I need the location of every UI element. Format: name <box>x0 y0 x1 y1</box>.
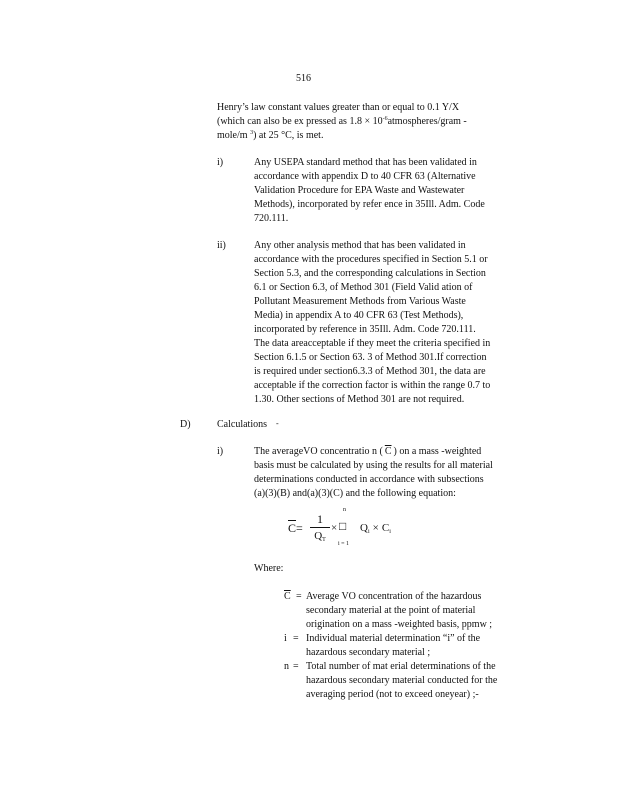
item-ii-marker: ii) <box>217 240 226 251</box>
item-ii-line-9: Section 6.1.5 or Section 63. 3 of Method 301.If correction <box>254 352 487 363</box>
section-d-marker: D) <box>180 419 191 430</box>
c-bar-symbol: $\overline{C}$ <box>384 446 392 457</box>
item-i-line-2: accordance with appendix D to 40 CFR 63 (Alternative <box>254 171 476 182</box>
intro-cube-exponent: 3 <box>250 130 254 136</box>
definition-i-term: i <box>284 633 287 644</box>
item-i-marker: i) <box>217 157 224 168</box>
section-d-mark: - <box>276 419 279 428</box>
item-ii-line-11: acceptable if the correction factor is within the range 0.7 to <box>254 380 491 391</box>
intro-line-3-end: ) at 25 °C, is met. <box>253 130 324 141</box>
definition-n-line-3: averaging period (not to exceed oneyear) ;- <box>306 689 479 700</box>
equation-fraction <box>310 512 330 543</box>
definition-c-line-2: secondary material at the point of material <box>306 605 476 616</box>
sum-lower-limit: i = 1 <box>338 541 350 547</box>
q-subscript: i <box>367 529 370 535</box>
item-ii-line-3: Section 5.3, and the corresponding calculations in Section <box>254 268 486 279</box>
item-i-line-3: Validation Procedure for EPA Waste and Wastewater <box>254 185 465 196</box>
definition-n-line-1: Total number of mat erial determinations of the <box>306 661 496 672</box>
equation-c-bar: $\overline{C}$ <box>288 521 297 535</box>
calc-item-i-line-4: (a)(3)(B) and(a)(3)(C) and the following equation: <box>254 488 456 499</box>
equation-rhs <box>360 521 391 535</box>
calc-item-i-marker: i) <box>217 446 224 457</box>
where-label: Where: <box>254 563 284 574</box>
intro-line-3 <box>217 129 323 143</box>
item-ii-line-10: is required under section6.3.3 of Method 301, the data are <box>254 366 486 377</box>
definition-c-equals: = <box>296 591 302 602</box>
definition-i-line-1: Individual material determination “i” of the <box>306 633 481 644</box>
definition-c-term <box>284 590 291 604</box>
calc-line-1-text: The averageVO concentratio n ( <box>254 446 383 457</box>
q-term: Q <box>360 522 368 534</box>
intro-line-3-text: mole/m <box>217 130 251 141</box>
equation-lhs <box>288 521 303 535</box>
fraction-bar <box>310 527 330 528</box>
sum-upper-limit: n <box>343 507 346 513</box>
page-number: 516 <box>296 73 311 84</box>
intro-line-2-unit: atmospheres/gram - <box>387 116 467 127</box>
fraction-denominator <box>310 529 330 543</box>
definition-n-line-2: hazardous secondary material conducted for the <box>306 675 498 686</box>
intro-line-2-text: (which can also be ex pressed as 1.8 × 10 <box>217 116 383 127</box>
item-i-line-4: Methods), incorporated by refer ence in 35Ill. Adm. Code <box>254 199 485 210</box>
calc-item-i-line-3: determinations conducted in accordance with subsections <box>254 474 484 485</box>
equation-times-1: × <box>331 522 338 534</box>
definition-c-line-3: origination on a mass -weighted basis, ppmw ; <box>306 619 493 630</box>
item-i-line-1: Any USEPA standard method that has been validated in <box>254 157 477 168</box>
calc-item-i-line-1 <box>254 445 481 459</box>
fraction-numerator: 1 <box>317 512 323 526</box>
definition-n-equals: = <box>293 661 299 672</box>
item-i-line-5: 720.111. <box>254 213 289 224</box>
c-subscript: i <box>389 529 391 535</box>
definition-i-equals: = <box>293 633 299 644</box>
item-ii-line-2: accordance with the procedures specified in Section 5.1 or <box>254 254 488 265</box>
item-ii-line-5: Pollutant Measurement Methods from Various Waste <box>254 296 466 307</box>
item-ii-line-1: Any other analysis method that has been validated in <box>254 240 466 251</box>
definition-i-line-2: hazardous secondary material ; <box>306 647 431 658</box>
equation-equals: = <box>296 521 303 535</box>
intro-exponent: -6 <box>382 116 388 122</box>
item-ii-line-4: 6.1 or Section 6.3, of Method 301 (Field Valid ation of <box>254 282 473 293</box>
denominator-q: Q <box>314 530 323 542</box>
definition-c-symbol: $\overline{C}$ <box>284 591 291 602</box>
definition-c-line-1: Average VO concentration of the hazardous <box>306 591 482 602</box>
calc-item-i-line-2: basis must be calculated by using the results for all material <box>254 460 493 471</box>
intro-line-1: Henry’s law constant values greater than or equal to 0.1 Y/X <box>217 102 460 113</box>
item-ii-line-6: Media) in appendix A to 40 CFR 63 (Test Methods), <box>254 310 464 321</box>
item-ii-line-7: incorporated by reference in 35Ill. Adm. Code 720.111. <box>254 324 476 335</box>
intro-line-2 <box>217 115 517 129</box>
c-term: C <box>381 522 390 534</box>
denominator-subscript: T <box>322 537 326 543</box>
item-ii-line-8: The data areacceptable if they meet the criteria specified in <box>254 338 491 349</box>
calc-line-1-end: ) on a mass -weighted <box>393 446 482 457</box>
equation-times-2: × <box>372 522 379 534</box>
section-d-title: Calculations <box>217 419 267 430</box>
summation-icon: □ <box>339 519 347 533</box>
definition-n-term: n <box>284 661 289 672</box>
item-ii-line-12: 1.30. Other sections of Method 301 are not required. <box>254 394 465 405</box>
